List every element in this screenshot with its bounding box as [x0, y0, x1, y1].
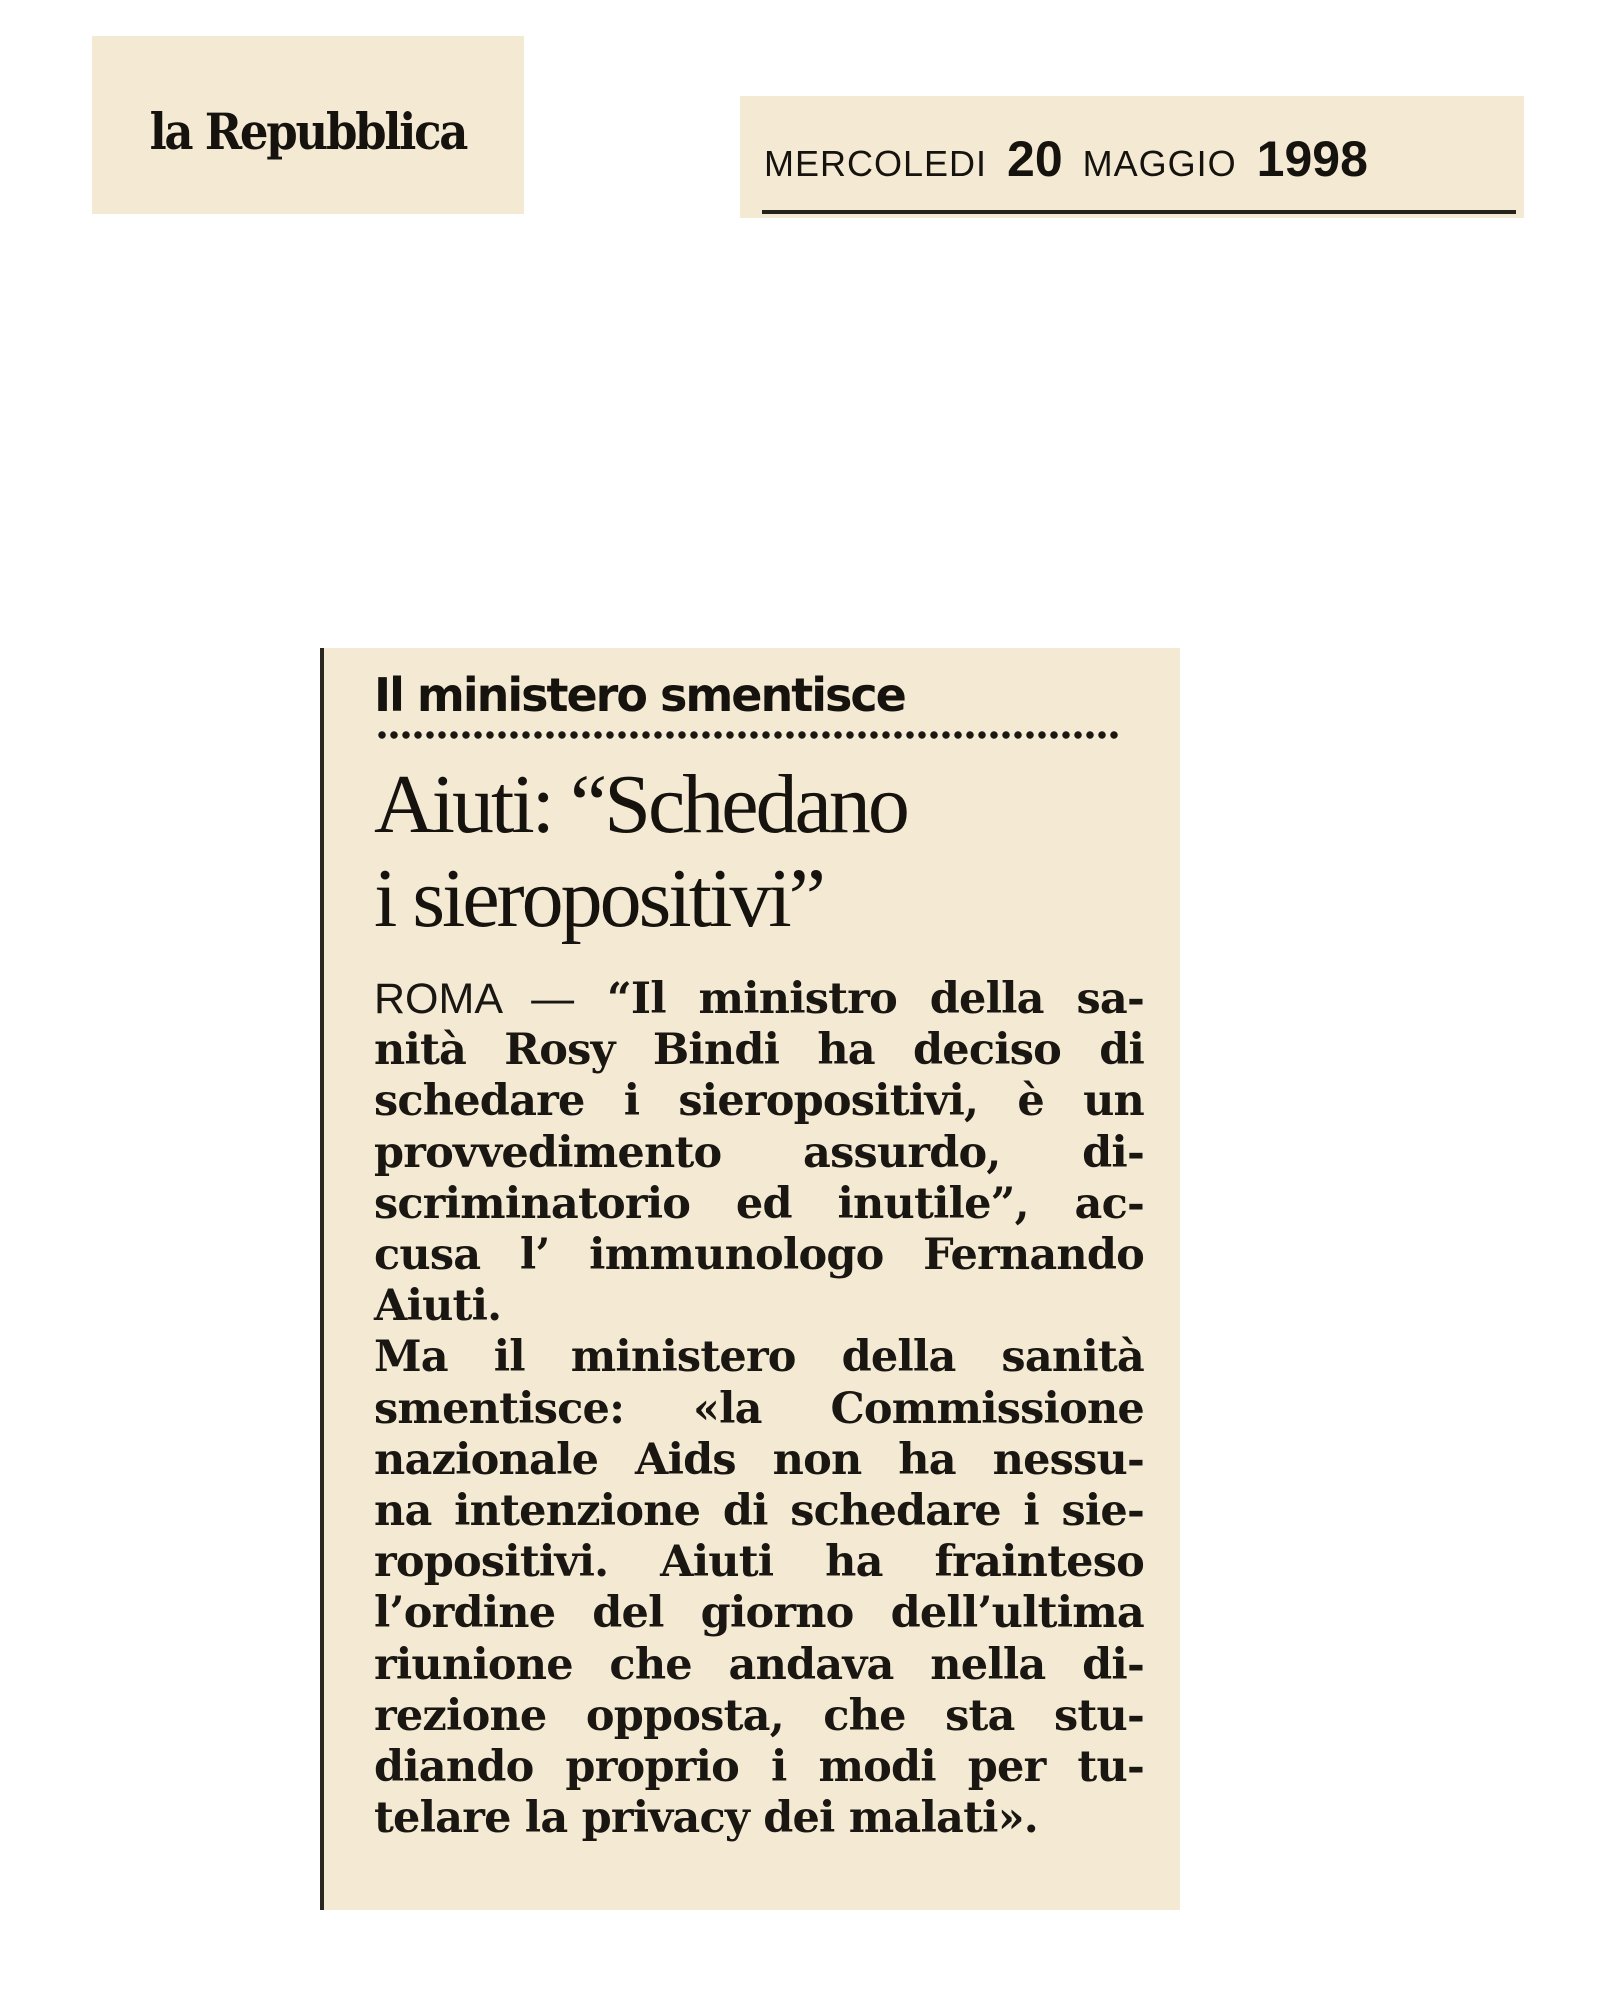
body-line: scriminatorio ed inutile”, ac-	[374, 1178, 1144, 1229]
body-line: smentisce: «la Commissione	[374, 1383, 1144, 1434]
publication-date	[764, 130, 1374, 188]
date-year: 1998	[1256, 131, 1368, 187]
body-line: Ma il ministero della sanità	[374, 1332, 1144, 1383]
body-line: l’ordine del giorno dell’ultima	[374, 1588, 1144, 1639]
body-line: Aiuti.	[374, 1281, 502, 1332]
date-clipping	[740, 96, 1524, 218]
article-headline	[374, 758, 1134, 946]
body-line: riunione che andava nella di-	[374, 1639, 1144, 1690]
headline-line: i sieropositivi”	[374, 852, 823, 945]
body-line: rezione opposta, che sta stu-	[374, 1690, 1144, 1741]
body-line: provvedimento assurdo, di-	[374, 1127, 1144, 1178]
body-line: nità Rosy Bindi ha deciso di	[374, 1025, 1144, 1076]
body-line: ropositivi. Aiuti ha frainteso	[374, 1537, 1144, 1588]
date-weekday: MERCOLEDI	[764, 143, 988, 184]
masthead-clipping	[92, 36, 524, 214]
article-clipping	[320, 648, 1180, 1910]
body-line: nazionale Aids non ha nessu-	[374, 1434, 1144, 1485]
dotted-separator	[376, 728, 1120, 742]
newspaper-logo: la Repubblica	[149, 101, 467, 161]
body-line-text: “Il ministro della sa-	[606, 974, 1144, 1024]
article-body	[374, 974, 1144, 1844]
body-line: schedare i sieropositivi, è un	[374, 1076, 1144, 1127]
body-line: cusa l’ immunologo Fernando	[374, 1230, 1144, 1281]
headline-line: Aiuti: “Schedano	[374, 758, 907, 851]
date-day: 20	[1007, 131, 1063, 187]
article-dateline: ROMA —	[374, 975, 575, 1023]
body-line: telare la privacy dei malati».	[374, 1793, 1038, 1844]
body-line	[374, 974, 1144, 1025]
body-line: na intenzione di schedare i sie-	[374, 1486, 1144, 1537]
body-line: diando proprio i modi per tu-	[374, 1742, 1144, 1793]
date-underline-rule	[762, 210, 1516, 214]
date-month: MAGGIO	[1082, 143, 1237, 184]
article-kicker: Il ministero smentisce	[374, 668, 905, 722]
